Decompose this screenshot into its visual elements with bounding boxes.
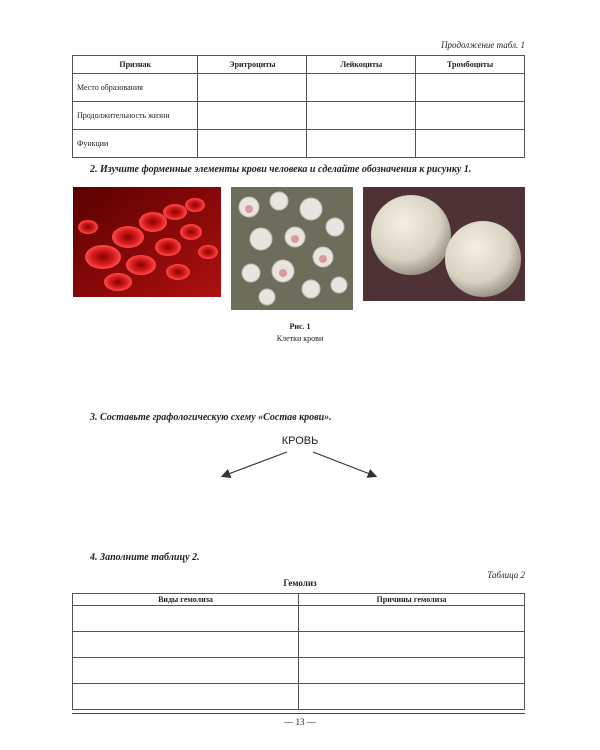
table-cell[interactable] [299, 684, 525, 710]
table-cell[interactable] [307, 130, 416, 158]
table-cell[interactable] [198, 102, 307, 130]
table-2-title: Гемолиз [283, 578, 317, 588]
table-row [73, 684, 525, 710]
scheme-arrows [215, 448, 385, 480]
table-cell[interactable] [73, 606, 299, 632]
header-leukocytes: Лейкоциты [307, 56, 416, 74]
header-erythrocytes: Эритроциты [198, 56, 307, 74]
table-2 [72, 593, 525, 710]
arrow-left [223, 452, 287, 476]
table-row [73, 74, 525, 102]
platelets-photo [231, 187, 353, 310]
header-hemolysis-types: Виды гемолиза [73, 594, 299, 606]
table-header-row [73, 594, 525, 606]
header-feature: Признак [73, 56, 198, 74]
leukocytes-photo [363, 187, 525, 301]
task-3-heading: 3. Составьте графологическую схему «Состав крови». [90, 412, 332, 423]
table-cell[interactable] [307, 102, 416, 130]
scheme-root-label: КРОВЬ [281, 435, 319, 447]
table-cell[interactable] [299, 632, 525, 658]
table-cell[interactable] [299, 658, 525, 684]
task-2-heading: 2. Изучите форменные элементы крови человека и сделайте обозначения к рисунку 1. [90, 164, 472, 175]
table-cell[interactable] [73, 658, 299, 684]
table-row [73, 606, 525, 632]
table-cell[interactable] [416, 130, 525, 158]
table-2-caption: Таблица 2 [487, 570, 525, 580]
table-cell[interactable] [73, 684, 299, 710]
table-continuation-caption: Продолжение табл. 1 [441, 40, 525, 50]
row-label: Место образования [73, 74, 198, 102]
row-label: Продолжительность жизни [73, 102, 198, 130]
table-row [73, 130, 525, 158]
table-cell[interactable] [198, 130, 307, 158]
table-cell[interactable] [299, 606, 525, 632]
header-hemolysis-causes: Причины гемолиза [299, 594, 525, 606]
table-row [73, 632, 525, 658]
table-1 [72, 55, 525, 158]
table-cell[interactable] [416, 74, 525, 102]
task-4-heading: 4. Заполните таблицу 2. [90, 552, 200, 563]
figure-caption: Клетки крови [276, 334, 324, 343]
row-label: Функции [73, 130, 198, 158]
table-cell[interactable] [73, 632, 299, 658]
table-cell[interactable] [307, 74, 416, 102]
table-cell[interactable] [198, 74, 307, 102]
figure-label: Рис. 1 [289, 322, 311, 331]
table-cell[interactable] [416, 102, 525, 130]
table-row [73, 658, 525, 684]
page-number: — 13 — [284, 717, 316, 727]
arrow-right [313, 452, 375, 476]
header-platelets: Тромбоциты [416, 56, 525, 74]
table-header-row [73, 56, 525, 74]
table-row [73, 102, 525, 130]
erythrocytes-photo [73, 187, 221, 297]
footer-divider [72, 713, 525, 714]
